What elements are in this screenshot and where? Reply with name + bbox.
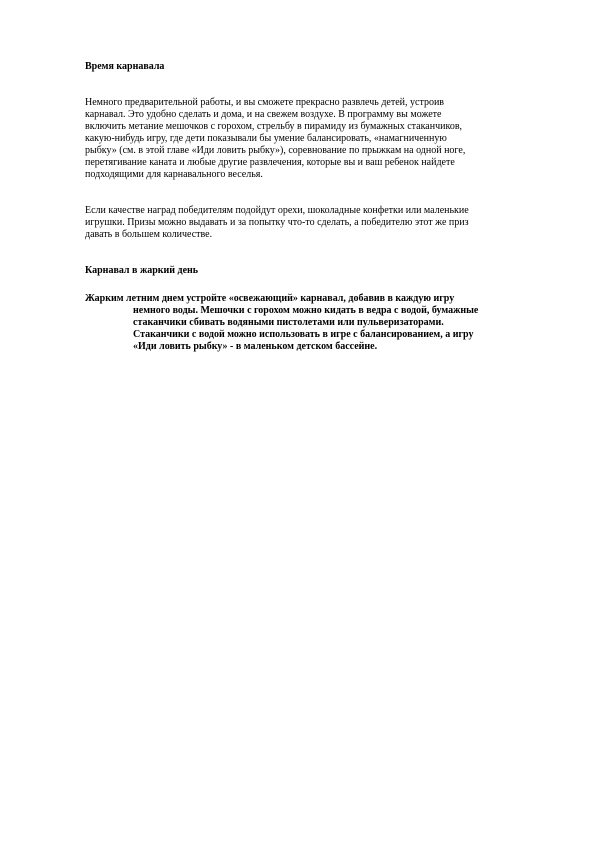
paragraph-hot-day <box>85 293 555 353</box>
paragraph-line: перетягивание каната и любые другие развлечения, которые вы и ваш ребенок найдете <box>85 157 455 168</box>
paragraph-line: Если качестве наград победителям подойдут орехи, шоколадные конфетки или маленькие <box>85 205 469 216</box>
paragraph-line: «Иди ловить рыбку» - в маленьком детском бассейне. <box>133 341 378 352</box>
paragraph-line: Жарким летним днем устройте «освежающий» карнавал, добавив в каждую игру <box>85 293 455 304</box>
paragraph-line: игрушки. Призы можно выдавать и за попытку что-то сделать, а победителю этот же приз <box>85 217 469 228</box>
paragraph-line: стаканчики сбивать водяными пистолетами или пульверизаторами. <box>133 317 444 328</box>
paragraph-line: Стаканчики с водой можно использовать в игре с балансированием, а игру <box>133 329 474 340</box>
paragraph-prizes <box>85 205 555 241</box>
paragraph-line: давать в большем количестве. <box>85 229 213 240</box>
paragraph-line: какую-нибудь игру, где дети показывали бы умение балансировать, «намагниченную <box>85 133 447 144</box>
paragraph-line: карнавал. Это удобно сделать и дома, и на свежем воздухе. В программу вы можете <box>85 109 442 120</box>
paragraph-line: Немного предварительной работы, и вы сможете прекрасно развлечь детей, устроив <box>85 97 445 108</box>
paragraph-line: включить метание мешочков с горохом, стрельбу в пирамиду из бумажных стаканчиков, <box>85 121 463 132</box>
section-heading-hot-day-carnival: Карнавал в жаркий день <box>85 265 199 276</box>
paragraph-line: подходящими для карнавального веселья. <box>85 169 263 180</box>
paragraph-intro <box>85 97 555 181</box>
paragraph-line: рыбку» (см. в этой главе «Иди ловить рыбку»), соревнование по прыжкам на одной ноге, <box>85 145 466 156</box>
paragraph-line: немного воды. Мешочки с горохом можно кидать в ведра с водой, бумажные <box>133 305 479 316</box>
section-heading-carnival-time: Время карнавала <box>85 61 165 72</box>
